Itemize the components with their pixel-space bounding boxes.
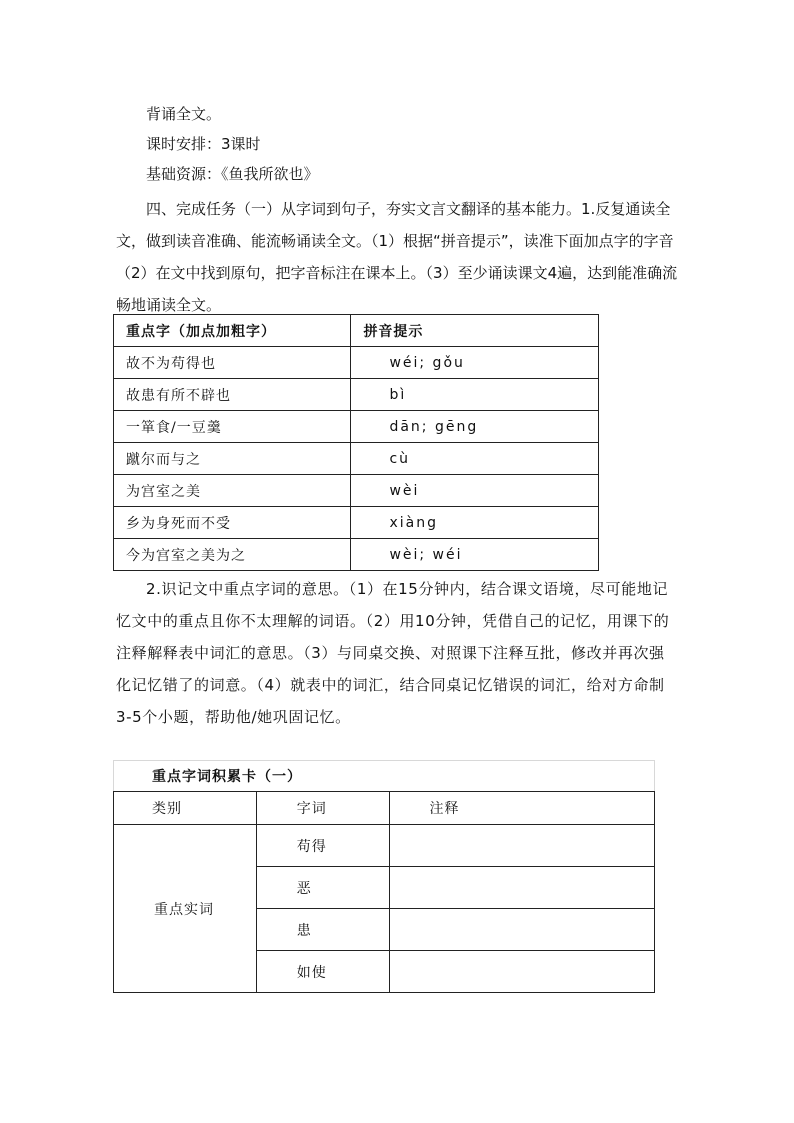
table-row	[114, 507, 599, 539]
pinyin-cell: wèi	[351, 475, 599, 507]
note-cell	[389, 825, 654, 867]
phrase-cell: 一箪食/一豆羹	[114, 411, 351, 443]
table-row	[114, 347, 599, 379]
category-cell: 重点实词	[114, 825, 257, 993]
pinyin-cell: cù	[351, 443, 599, 475]
memorize-paragraph: 2.识记文中重点字词的意思。（1）在15分钟内，结合课文语境，尽可能地记忆文中的重点且你不太理解的词语。（2）用10分钟，凭借自己的记忆，用课下的注释解释表中词汇的意思。（3）与同桌交换、对照课下注释互批，修改并再次强化记忆错了的词意。（4）就表中的词汇，结合同桌记忆错误的词汇，给对方命制3-5个小题，帮助他/她巩固记忆。	[116, 580, 670, 726]
vocab-card-table	[113, 760, 655, 993]
card-title-row	[114, 761, 655, 792]
note-cell	[389, 909, 654, 951]
table-header-row	[114, 792, 655, 825]
phrase-cell: 今为宫室之美为之	[114, 539, 351, 571]
phrase-cell: 故患有所不辟也	[114, 379, 351, 411]
pinyin-cell: bì	[351, 379, 599, 411]
phrase-cell: 故不为苟得也	[114, 347, 351, 379]
pinyin-cell: dān; gēng	[351, 411, 599, 443]
table-row	[114, 475, 599, 507]
phrase-cell: 为宫室之美	[114, 475, 351, 507]
recite-line: 背诵全文。	[146, 105, 222, 123]
term-cell: 苟得	[256, 825, 389, 867]
table-row	[114, 443, 599, 475]
pinyin-table	[113, 314, 599, 571]
pinyin-cell: wéi; gǒu	[351, 347, 599, 379]
column-header: 类别	[114, 792, 257, 825]
column-header: 字词	[256, 792, 389, 825]
note-cell	[389, 951, 654, 993]
table-row	[114, 825, 655, 867]
table-row	[114, 411, 599, 443]
resource-line: 基础资源：《鱼我所欲也》	[146, 165, 319, 183]
phrase-cell: 乡为身死而不受	[114, 507, 351, 539]
pinyin-cell: xiàng	[351, 507, 599, 539]
table-row	[114, 379, 599, 411]
term-cell: 恶	[256, 867, 389, 909]
term-cell: 如使	[256, 951, 389, 993]
term-cell: 患	[256, 909, 389, 951]
table-row	[114, 539, 599, 571]
column-header: 拼音提示	[351, 315, 599, 347]
column-header: 重点字（加点加粗字）	[114, 315, 351, 347]
table-header-row	[114, 315, 599, 347]
column-header: 注释	[389, 792, 654, 825]
pinyin-cell: wèi; wéi	[351, 539, 599, 571]
card-title: 重点字词积累卡（一）	[114, 761, 655, 792]
schedule-line: 课时安排：3课时	[146, 135, 261, 153]
phrase-cell: 蹴尔而与之	[114, 443, 351, 475]
note-cell	[389, 867, 654, 909]
task-paragraph: 四、完成任务（一）从字词到句子，夯实文言文翻译的基本能力。1.反复通读全文，做到读音准确、能流畅诵读全文。（1）根据“拼音提示”，读准下面加点字的字音（2）在文中找到原句，把字音标注在课本上。（3）至少诵读课文4遍，达到能准确流畅地诵读全文。	[116, 200, 678, 314]
